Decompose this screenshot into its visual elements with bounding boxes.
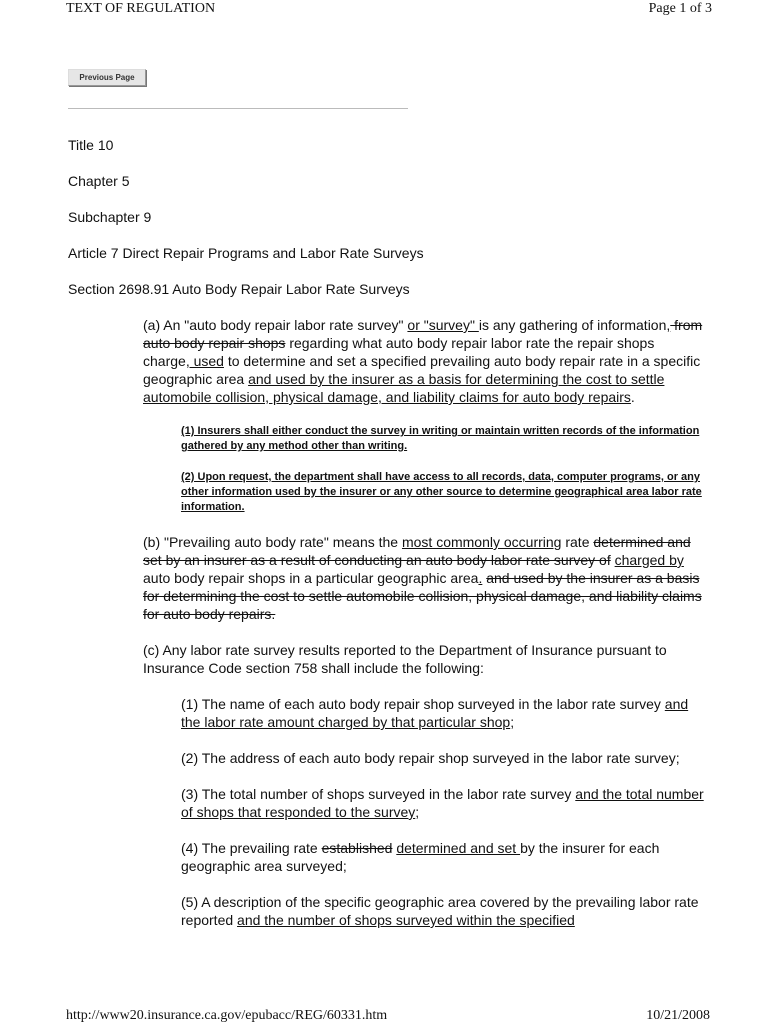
header-title: TEXT OF REGULATION — [66, 1, 216, 16]
paragraph-c5: (5) A description of the specific geographic area covered by the prevailing labor rate reported and the number of shops surveyed within the specified — [181, 894, 699, 928]
title-heading: Title 10 — [68, 137, 114, 153]
paragraph-a2: (2) Upon request, the department shall have access to all records, data, computer programs, or any other information used by the insurer or any other source to determine geographical area labor rate information. — [181, 471, 702, 513]
paragraph-c: (c) Any labor rate survey results reported to the Department of Insurance pursuant to Insurance Code section 758 shall include the following: — [143, 642, 667, 676]
previous-page-button[interactable]: Previous Page — [68, 69, 146, 86]
paragraph-c3: (3) The total number of shops surveyed in the labor rate survey and the total number of shops that responded to the survey; — [181, 786, 704, 820]
footer-date: 10/21/2008 — [646, 1008, 710, 1023]
chapter-heading: Chapter 5 — [68, 173, 130, 189]
paragraph-a: (a) An "auto body repair labor rate survey" or "survey" is any gathering of information, from auto body repair shops regarding what auto body repair labor rate the repair shops charge, used to determine and set a specified prevailing auto body repair rate in a specific geographic area and used by the insurer as a basis for determining the cost to settle automobile collision, physical damage, and liability claims for auto body repairs. — [143, 317, 703, 405]
paragraph-c2: (2) The address of each auto body repair shop surveyed in the labor rate survey; — [181, 750, 680, 766]
paragraph-c4: (4) The prevailing rate established determined and set by the insurer for each geographic area surveyed; — [181, 840, 660, 874]
paragraph-c1: (1) The name of each auto body repair shop surveyed in the labor rate survey and the labor rate amount charged by that particular shop; — [181, 696, 689, 730]
article-heading: Article 7 Direct Repair Programs and Labor Rate Surveys — [68, 245, 424, 261]
divider — [68, 108, 408, 109]
paragraph-b: (b) "Prevailing auto body rate" means the most commonly occurring rate determined and set by an insurer as a result of conducting an auto body labor rate survey of charged by auto body repair shops in a particular geographic area. and used by the insurer as a basis for determining the cost to settle automobile collision, physical damage, and liability claims for auto body repairs. — [143, 534, 702, 622]
section-heading: Section 2698.91 Auto Body Repair Labor Rate Surveys — [68, 281, 410, 297]
footer-url: http://www20.insurance.ca.gov/epubacc/REG/60331.htm — [66, 1008, 388, 1023]
subchapter-heading: Subchapter 9 — [68, 209, 152, 225]
paragraph-a1: (1) Insurers shall either conduct the survey in writing or maintain written records of the information gathered by any method other than writing. — [181, 425, 700, 452]
page-number: Page 1 of 3 — [648, 1, 712, 16]
regulation-body — [68, 136, 708, 929]
